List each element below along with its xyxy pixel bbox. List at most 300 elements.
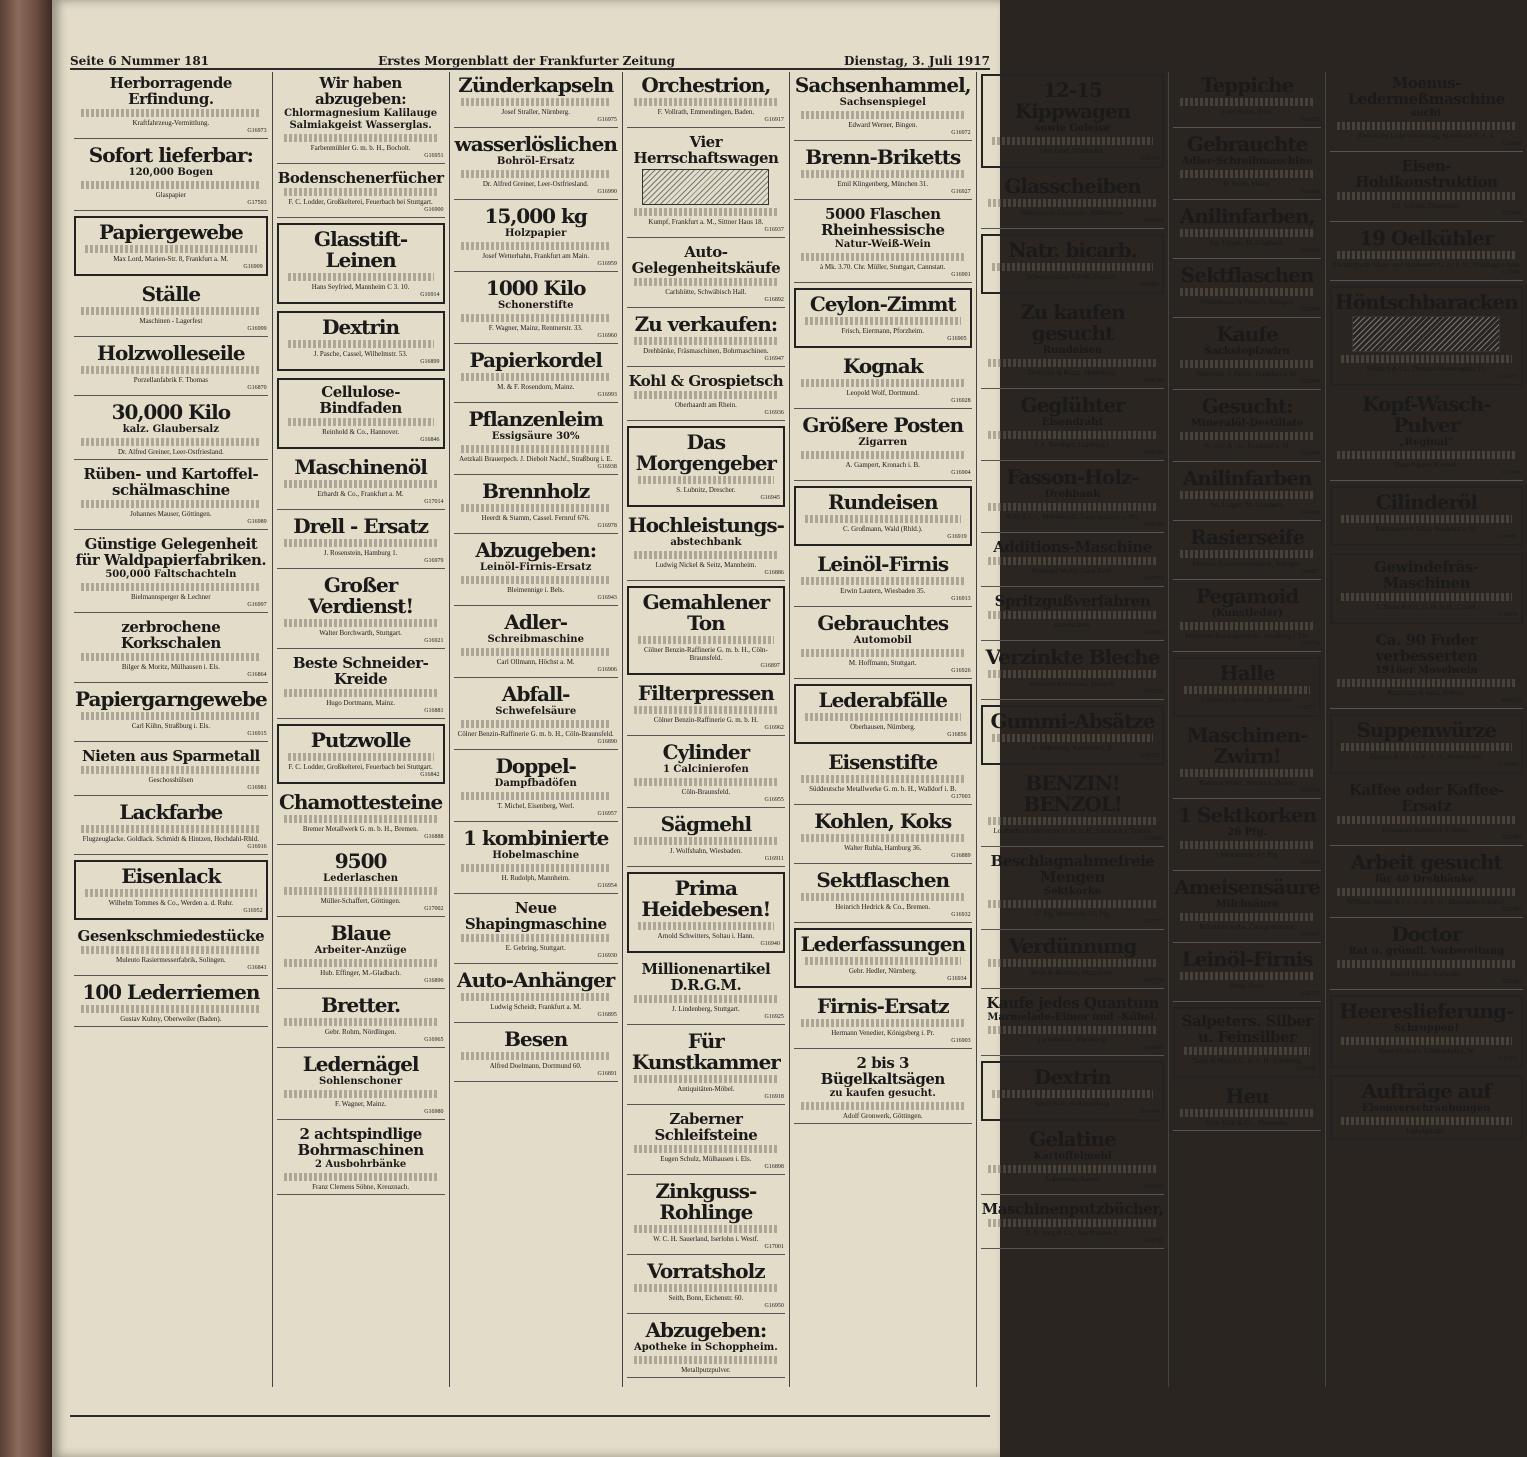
ad-advertiser: Johannes Mauser, Göttingen. [130, 510, 212, 518]
book-binding-edge [0, 0, 52, 1457]
advertisement [981, 933, 1165, 989]
ad-headline: Sägmehl [660, 812, 752, 836]
ad-headline: Papiergarngewebe [75, 687, 267, 711]
ad-advertiser: Cölner Benzin-Raffinerie G. m. b. H., Cöln-Braunsfeld. [457, 730, 614, 738]
advertisement [277, 513, 445, 569]
ad-subheadline: 120,000 Bogen [128, 167, 214, 178]
ad-reference-code: G17001 [764, 1244, 784, 1250]
advertisement [454, 967, 618, 1023]
ad-reference-code: G16959 [597, 261, 617, 267]
ad-reference-code: G16899 [420, 359, 440, 365]
advertisement [1330, 779, 1523, 846]
advertisement [277, 167, 445, 218]
ad-body-text-lines [988, 431, 1158, 439]
ad-body-text-lines [805, 515, 961, 523]
ad-headline: 2 bis 3 Bügelkaltsägen [820, 1054, 945, 1088]
ad-reference-code: G16975 [597, 117, 617, 123]
advertisement [74, 463, 268, 530]
ad-reference-code: G16926 [951, 668, 971, 674]
ad-reference-code: G16906 [597, 667, 617, 673]
ad-reference-code: G16981 [247, 785, 267, 791]
advertisement [794, 867, 972, 923]
ad-reference-code: G16887 [1300, 569, 1320, 575]
ad-reference-code: G16999 [247, 326, 267, 332]
ad-headline: Firnis-Ersatz [816, 994, 949, 1018]
ad-body-text-lines [1337, 192, 1516, 200]
ad-advertiser: Ackermann, Kassel. [1044, 1175, 1101, 1183]
ad-advertiser: Lichtensbau, Rheinberg. [1038, 1036, 1107, 1044]
ad-headline: Neue Shapingmaschine [464, 899, 607, 933]
ad-body-text-lines [288, 753, 434, 761]
ad-body-text-lines [801, 451, 965, 459]
ad-headline: Herborragende Erfindung. [109, 74, 232, 108]
ad-body-text-lines [1180, 288, 1314, 296]
header-date: Dienstag, 3. Juli 1917 [844, 54, 990, 68]
ad-headline: Beste Schneider-Kreide [292, 654, 429, 688]
ad-subheadline: Lederlaschen [323, 873, 399, 884]
ad-reference-code: G16915 [247, 731, 267, 737]
advertisement [277, 1123, 445, 1195]
ad-headline: Gummi-Absätze [990, 709, 1155, 733]
ad-reference-code: G16991 [1502, 907, 1522, 913]
ad-column-8 [1326, 72, 1527, 1387]
ad-reference-code: G17014 [424, 499, 444, 505]
ad-reference-code: G16940 [760, 941, 780, 947]
ad-headline: Zu kaufen gesucht [1020, 300, 1125, 345]
advertisement [454, 478, 618, 534]
ad-body-text-lines [1341, 1117, 1512, 1125]
ad-reference-code: G16916 [247, 844, 267, 850]
ad-reference-code: G16904 [951, 470, 971, 476]
ad-subheadline: 2 Ausbohrbänke [314, 1159, 407, 1170]
ad-reference-code: G16911 [764, 856, 784, 862]
ad-advertiser: Ludwigstraße. [1406, 1127, 1447, 1135]
advertisement [277, 1051, 445, 1120]
ad-headline: Lackfarbe [119, 800, 223, 824]
ad-advertiser: F. Wagner, Mainz, Rentnerstr. 33. [488, 324, 583, 332]
ad-headline: Kohl & Grospietsch [628, 372, 784, 390]
ad-reference-code: G16748 [1300, 307, 1320, 313]
ad-body-text-lines [1180, 229, 1314, 237]
ad-advertiser: J. Wolfshahn, Wiesbaden. [669, 847, 742, 855]
ad-body-text-lines [988, 503, 1158, 511]
ad-reference-code: G16943 [597, 595, 617, 601]
ad-reference-code: G16934 [947, 976, 967, 982]
advertisement [1173, 874, 1321, 943]
ad-body-text-lines [801, 379, 965, 387]
ad-advertiser: Bernhard Weiler, Gera-Reuß. [1031, 567, 1114, 575]
advertisement [74, 281, 268, 337]
ad-body-text-lines [284, 1018, 438, 1026]
ad-subheadline: zu kaufen gesucht. [829, 1088, 936, 1099]
ad-headline: Anilinfarben [1182, 466, 1312, 490]
ad-reference-code: G16965 [424, 1037, 444, 1043]
ad-reference-code: G16815 [1144, 1184, 1164, 1190]
ad-headline: Höntschbaracken [1334, 290, 1518, 314]
ad-headline: Zünderkapseln [458, 73, 614, 97]
ad-reference-code: G16951 [424, 153, 444, 159]
ad-advertiser: Max Lord, Marien-Str. 8, Frankfurt a. M. [113, 255, 229, 263]
ad-reference-code: G16864 [247, 672, 267, 678]
advertisement [74, 979, 268, 1027]
ad-reference-code: G16760 [1300, 379, 1320, 385]
ad-headline: Gebrauchtes [817, 611, 949, 635]
ad-subheadline: Schreibmaschine [487, 634, 584, 645]
ad-body-text-lines [634, 778, 778, 786]
ad-column-6 [977, 72, 1170, 1387]
ad-body-text-lines [1180, 360, 1314, 368]
ad-subheadline: Sohlenschoner [319, 1076, 403, 1087]
ad-headline: Hochleistungs- [627, 513, 784, 537]
ad-advertiser: Leopold Wolf, Dortmund. [846, 389, 920, 397]
ad-headline: Brennholz [482, 479, 590, 503]
advertisement [1330, 286, 1523, 386]
ad-headline: Adler- [504, 610, 568, 634]
ad-advertiser: Flugzeuglacke. Goldlack. Schmidt & Hintzen, Hochdahl-Rhld. [82, 835, 259, 843]
ad-advertiser: Gebr. Rohm, Nördlingen. [324, 1028, 397, 1036]
ad-advertiser: Hoch & Richters, Mannheim. [1030, 969, 1114, 977]
ad-headline: 9500 [334, 849, 387, 873]
advertisement [277, 454, 445, 510]
ad-reference-code: G16930 [597, 953, 617, 959]
ad-subheadline: Arbeiter-Anzüge [314, 945, 407, 956]
ad-advertiser: J. A. Bernhard, Hamburg I. [1034, 441, 1111, 449]
ad-body-text-lines [284, 480, 438, 488]
ad-body-text-lines [634, 391, 778, 399]
ad-subheadline: abstechbank [670, 537, 742, 548]
ad-headline: Ställe [141, 282, 201, 306]
advertisement [454, 681, 618, 750]
ad-advertiser: Eugen Schulz, Mülhausen i. Els. [660, 1155, 752, 1163]
ad-reference-code: G16947 [764, 356, 784, 362]
ad-body-text-lines [1337, 451, 1516, 459]
ad-body-text-lines [1180, 170, 1314, 178]
ad-reference-code: G17005 [1502, 211, 1522, 217]
ad-reference-code: G16978 [597, 523, 617, 529]
ad-headline: Auto-Anhänger [457, 968, 615, 992]
ad-subheadline: Mineralöl-Destillate [1190, 418, 1304, 429]
ad-reference-code: G16983 [1498, 762, 1518, 768]
advertisement [277, 848, 445, 917]
advertisement [981, 992, 1165, 1056]
ad-reference-code: G16770 [1144, 689, 1164, 695]
advertisement [1173, 262, 1321, 318]
ad-headline: Sektflaschen [816, 868, 950, 892]
ad-headline: Doctor [1391, 922, 1462, 946]
ad-body-text-lines [1337, 888, 1516, 896]
ad-body-text-lines [288, 340, 434, 348]
ad-advertiser: F. Wagner, Mainz. [335, 1100, 387, 1108]
ad-body-text-lines [1341, 1037, 1512, 1045]
advertisement [277, 789, 445, 845]
advertisement [981, 536, 1165, 587]
ad-advertiser: Hermann Kuhlmann, Essen-R. [1029, 680, 1116, 688]
ad-headline: Dextrin [322, 315, 400, 339]
ad-reference-code: G16800 [1144, 1045, 1164, 1051]
ad-reference-code: G16999 [1502, 470, 1522, 476]
advertisement [74, 925, 268, 976]
ad-reference-code: G16937 [764, 227, 784, 233]
ad-headline: wasserlöslichen [454, 132, 617, 156]
advertisement [794, 993, 972, 1049]
advertisement-columns [70, 72, 1522, 1387]
advertisement [981, 173, 1165, 229]
advertisement [454, 72, 618, 128]
ad-body-text-lines [988, 1165, 1158, 1173]
ad-advertiser: Heerdt & Stamm, Cassel. Fernruf 676. [481, 514, 590, 522]
advertisement [277, 652, 445, 719]
ad-body-text-lines [461, 242, 611, 250]
ad-engraving-illustration [1352, 316, 1500, 352]
ad-reference-code: G16783 [1144, 378, 1164, 384]
ad-subheadline: Natur-Weiß-Wein [834, 239, 931, 250]
ad-headline: Ledernägel [302, 1052, 419, 1076]
ad-reference-code: G16819 [1300, 248, 1320, 254]
ad-body-text-lines [1180, 622, 1314, 630]
ad-reference-code: G16806 [1300, 451, 1320, 457]
ad-body-text-lines [461, 170, 611, 178]
ad-advertiser: Müller-Schaffert, Göttingen. [320, 897, 401, 905]
advertisement [74, 142, 268, 211]
ad-advertiser: F. Vollrath, Emmendingen, Baden. [657, 108, 755, 116]
ad-subheadline: sucht [1410, 108, 1442, 119]
advertisement [627, 872, 785, 953]
advertisement [627, 311, 785, 367]
ad-advertiser: à Mk. 3.70. Chr. Müller, Stuttgart, Cannstatt. [819, 263, 946, 271]
ad-advertiser: Oberhaardt am Rhein. [674, 401, 737, 409]
advertisement [627, 680, 785, 736]
advertisement [981, 770, 1165, 847]
ad-body-text-lines [638, 476, 774, 484]
ad-headline: Pflanzenleim [468, 407, 603, 431]
ad-advertiser: Josef Wetterhahn, Frankfurt am Main. [482, 252, 590, 260]
advertisement [1173, 722, 1321, 799]
advertisement [277, 992, 445, 1048]
ad-body-text-lines [801, 775, 965, 783]
ad-body-text-lines [461, 445, 611, 453]
ad-body-text-lines [81, 109, 261, 117]
advertisement [1173, 1083, 1321, 1131]
ad-reference-code: G16888 [424, 834, 444, 840]
ad-subheadline: Kartoffelmehl [1033, 1151, 1112, 1162]
ad-headline: Gelatine [1029, 1127, 1116, 1151]
ad-body-text-lines [461, 1052, 611, 1060]
ad-advertiser: Reisstärke weiss, Carrageenmoos. [1199, 923, 1295, 931]
advertisement [277, 72, 445, 164]
ad-reference-code: G16962 [764, 725, 784, 731]
ad-reference-code: G16812 [1144, 630, 1164, 636]
ad-headline: 1 kombinierte [463, 826, 609, 850]
ad-reference-code: G17002 [424, 906, 444, 912]
ad-advertiser: Hermann Venedier, Königsberg i. Pr. [831, 1029, 935, 1037]
ad-reference-code: G16945 [760, 495, 780, 501]
advertisement [74, 860, 268, 920]
advertisement [74, 799, 268, 855]
ad-reference-code: G16936 [764, 410, 784, 416]
ad-body-text-lines [988, 959, 1158, 967]
ad-advertiser: Cölner Benzin-Raffinerie G. m. b. H. [653, 716, 758, 724]
ad-body-text-lines [81, 181, 261, 189]
ad-headline: Blaue [330, 921, 391, 945]
ad-subheadline: Hobelmaschine [492, 850, 580, 861]
ad-reference-code: G16890 [597, 739, 617, 745]
ad-advertiser: einzurichten. [1054, 621, 1091, 629]
advertisement [454, 753, 618, 822]
ad-advertiser: Ludwig Scheidt, Frankfurt a. M. [490, 1003, 582, 1011]
ad-reference-code: G16928 [951, 398, 971, 404]
ad-body-text-lines [1180, 769, 1314, 777]
ad-advertiser: Perek, Forst. [1229, 982, 1265, 990]
advertisement [1330, 155, 1523, 222]
ad-headline: 1 Sektkorken [1178, 803, 1317, 827]
ad-advertiser: Bleimennige i. Bels. [507, 586, 565, 594]
advertisement [627, 586, 785, 675]
ad-advertiser: Nähzwirn. J. Zwick, Frankfurt a. M. [1196, 370, 1298, 378]
ad-subheadline: 1 Calcinierofen [662, 764, 749, 775]
advertisement [454, 537, 618, 606]
ad-body-text-lines [461, 864, 611, 872]
ad-advertiser: Rudolf Mosse, Karlsruhe. [1390, 970, 1463, 978]
ad-headline: Maschinenputzbücher, [981, 1200, 1164, 1218]
advertisement [1330, 391, 1523, 481]
advertisement [794, 684, 972, 744]
ad-advertiser: M. & F. Rosendorn, Mainz. [497, 383, 575, 391]
ad-body-text-lines [1180, 972, 1314, 980]
ad-headline: Zinkguss-Rohlinge [655, 1179, 757, 1224]
ad-body-text-lines [288, 273, 434, 281]
ad-reference-code: G17003 [951, 794, 971, 800]
ad-body-text-lines [634, 837, 778, 845]
ad-body-text-lines [81, 500, 261, 508]
ad-reference-code: G16775 [1144, 978, 1164, 984]
ad-reference-code: G16881 [424, 708, 444, 714]
ad-headline: Das Morgengeber [635, 430, 776, 475]
ad-headline: Günstige Gelegenheit für Waldpapierfabriken. [75, 535, 267, 569]
ad-headline: Glasscheiben [1004, 174, 1141, 198]
advertisement [981, 392, 1165, 461]
ad-body-text-lines [1184, 686, 1310, 694]
ad-advertiser: M. Hoffmann, Stuttgart. [848, 659, 917, 667]
ad-advertiser: Dr. Alfred Greiner, Leer-Ostfriesland. [482, 180, 589, 188]
advertisement [1173, 802, 1321, 871]
ad-headline: Lederabfälle [818, 688, 947, 712]
advertisement [794, 203, 972, 283]
ad-subheadline: sowie Geleise [1034, 123, 1111, 134]
ad-headline: Kohlen, Koks [814, 809, 952, 833]
ad-body-text-lines [805, 957, 961, 965]
ad-reference-code: G16909 [243, 264, 263, 270]
ad-reference-code: G16777 [1144, 919, 1164, 925]
advertisement [981, 1126, 1165, 1195]
ad-headline: Gesucht: [1201, 394, 1293, 418]
ad-reference-code: G16913 [951, 596, 971, 602]
ad-advertiser: Restaurant Kaiserhof, Coblenz. [1382, 826, 1471, 834]
advertisement [627, 1258, 785, 1314]
ad-headline: Kopf-Wasch-Pulver [1362, 392, 1491, 437]
ad-headline: Sofort lieferbar: [88, 143, 253, 167]
ad-reference-code: G16919 [947, 534, 967, 540]
ad-advertiser: Caldewey & Gebrüder, Bochum. [1201, 696, 1294, 704]
ad-subheadline: „Reginal“ [1399, 437, 1454, 448]
ad-advertiser: Cölner Benzin-Raffinerie G. m. b. H., Cöln-Braunsfeld. [644, 646, 768, 662]
ad-headline: Auto-Gelegenheitskäufe [631, 243, 781, 277]
ad-headline: Filterpressen [637, 681, 774, 705]
ad-body-text-lines [1337, 122, 1516, 130]
ad-headline: Halle [1219, 661, 1275, 685]
ad-headline: Gesenkschmiedestücke [77, 927, 265, 945]
advertisement [454, 609, 618, 678]
ad-body-text-lines [801, 253, 965, 261]
ad-subheadline: Drehbank [1044, 489, 1101, 500]
ad-headline: Natr. bicarb. [1008, 238, 1137, 262]
ad-body-text-lines [81, 712, 261, 720]
ad-advertiser: Multicuro-Bandagenfabrik, Straßburg i. Els. [1185, 632, 1310, 640]
ad-advertiser: Adolf Gronwerk, Göttingen. [842, 1112, 923, 1120]
ad-reference-code: G17503 [247, 200, 267, 206]
ad-headline: Kognak [842, 354, 923, 378]
ad-advertiser: Röchling'sche Eisen- und Stahlwerke G. m. b. H., Völklingen-Saar. [1332, 261, 1521, 269]
advertisement [794, 749, 972, 805]
ad-reference-code: G17060 [1502, 270, 1522, 276]
advertisement [627, 1178, 785, 1255]
ad-body-text-lines [801, 577, 965, 585]
ad-headline: 2 achtspindlige Bohrmaschinen [297, 1125, 424, 1159]
ad-body-text-lines [634, 208, 778, 216]
ad-advertiser: Bielmannsperger & Lechner [131, 593, 211, 601]
ad-advertiser: Köhl & Co., Möbelfabrik, Ludwigshafen a. Rh. [1005, 513, 1140, 521]
advertisement [981, 644, 1165, 700]
ad-headline: Suppenwürze [1356, 718, 1497, 742]
ad-headline: Vier Herrschaftswagen [633, 133, 779, 167]
ad-headline: 100 Lederriemen [82, 980, 260, 1004]
advertisement [627, 1317, 785, 1378]
ad-reference-code: G16807 [1300, 932, 1320, 938]
advertisement [277, 724, 445, 784]
ad-advertiser: Carl Ollmann, Höchst a. M. [496, 658, 575, 666]
ad-headline: BENZIN! BENZOL! [1023, 771, 1122, 816]
ad-advertiser: Lorsbacher Lederwerke G. m. b. H., Lorsbach i. Taunus. [993, 827, 1152, 835]
ad-headline: Besen [504, 1027, 568, 1051]
ad-headline: Gemahlener Ton [642, 590, 770, 635]
ad-headline: Bretter. [321, 993, 401, 1017]
ad-advertiser: Höntsch & Co., Dresden-Niedersedlitz 11. [1366, 365, 1486, 373]
ad-headline: Lederfassungen [800, 932, 965, 956]
ad-headline: 5000 Flaschen Rheinhessische [820, 205, 945, 239]
ad-headline: zerbrochene Korkschalen [120, 618, 221, 652]
advertisement [74, 399, 268, 460]
ad-body-text-lines [288, 418, 434, 426]
ad-reference-code: G16950 [764, 1303, 784, 1309]
advertisement [627, 131, 785, 238]
advertisement [794, 486, 972, 546]
advertisement [277, 311, 445, 371]
ad-advertiser: Gebr. Graf & Co., Pforzheim. [1205, 1119, 1289, 1127]
ad-reference-code: G16901 [951, 272, 971, 278]
ad-engraving-illustration [642, 169, 769, 205]
ad-advertiser: Rasmussen & Ernst, Frankfurt a. M. [1375, 525, 1478, 533]
ad-advertiser: Hugo Dortmann, Mainz. [326, 699, 396, 707]
ad-reference-code: G16957 [597, 811, 617, 817]
ad-headline: Gebrauchte [1186, 132, 1308, 156]
advertisement [1330, 629, 1523, 709]
ad-body-text-lines [284, 689, 438, 697]
ad-advertiser: 1 Weinkorken 4½ Pfg. [1215, 851, 1279, 859]
ad-subheadline: Eisendraht [1041, 417, 1104, 428]
ad-reference-code: G16914 [420, 292, 440, 298]
ad-reference-code: G16960 [597, 333, 617, 339]
advertisement [454, 1026, 618, 1082]
ad-reference-code: G16870 [247, 385, 267, 391]
